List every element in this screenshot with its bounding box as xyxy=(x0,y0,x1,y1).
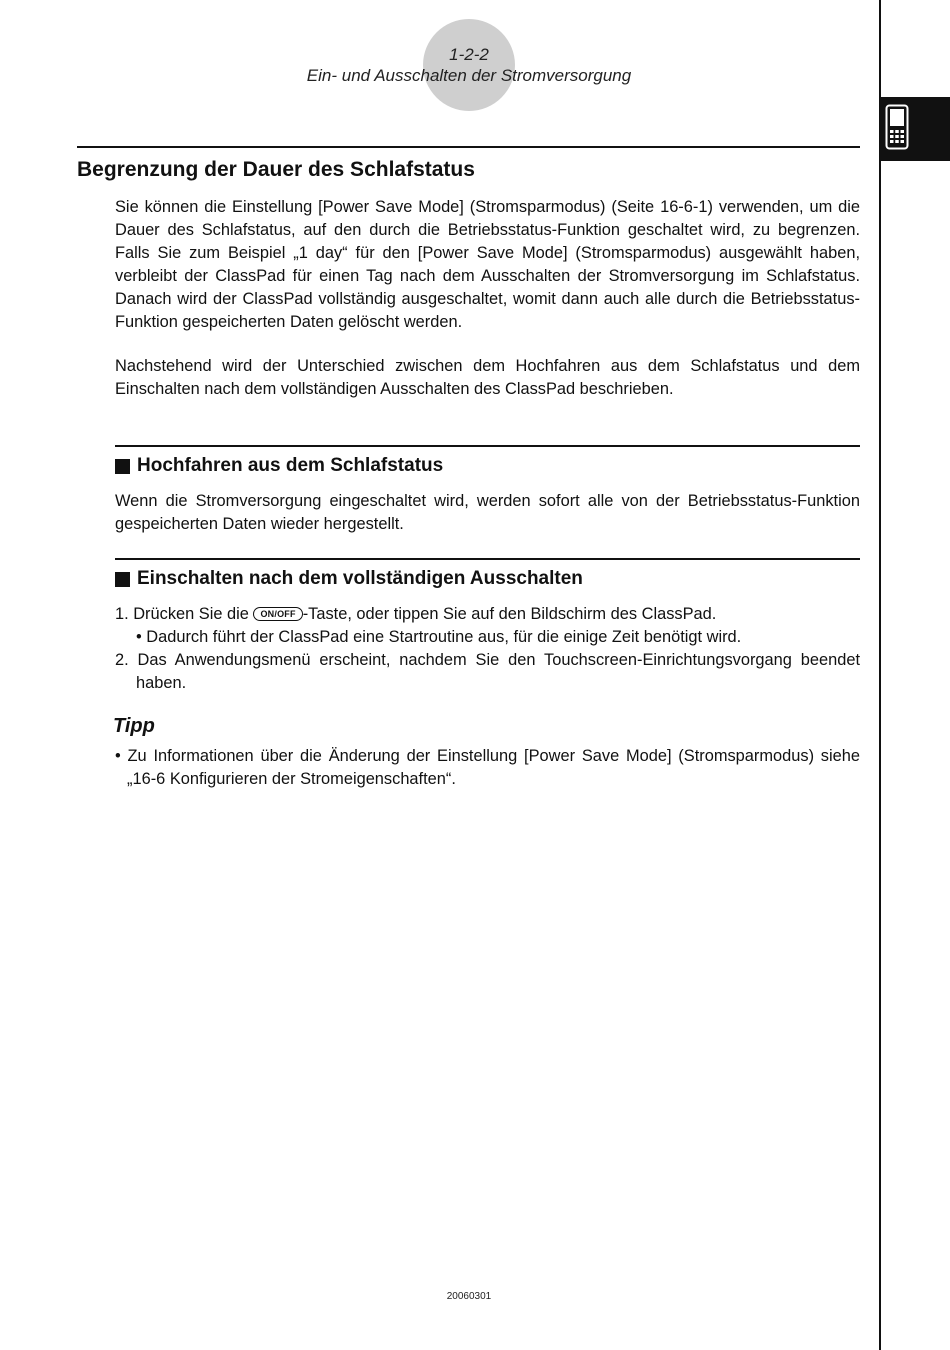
step-1 xyxy=(115,603,860,626)
section-rule xyxy=(77,146,860,148)
page-number: 1-2-2 xyxy=(449,45,489,64)
intro-paragraph: Sie können die Einstellung [Power Save Mode] (Stromsparmodus) (Seite 16-6-1) verwenden, um die Dauer des Schlafstatus, auf den durch die Betriebsstatus-Funktion geschaltet wird, zu begrenzen. Falls Sie zum Beispiel „1 day“ für den [Power Save Mode] (Stromsparmodus) ausgewählt haben, verbleibt der ClassPad für einen Tag nach dem Ausschalten der Stromversorgung im Schlafstatus. Danach wird der ClassPad vollständig ausgeschaltet, womit dann auch alle durch die Betriebsstatus-Funktion gespeicherten Daten gelöscht werden. xyxy=(115,198,860,331)
step-2: 2. Das Anwendungsmenü erscheint, nachdem Sie den Touchscreen-Einrichtungsvorgang beendet haben. xyxy=(115,651,860,692)
margin-rule xyxy=(879,0,881,1350)
subsection-title-wake xyxy=(115,455,443,477)
subsection-title-text: Hochfahren aus dem Schlafstatus xyxy=(137,455,444,476)
wake-paragraph: Wenn die Stromversorgung eingeschaltet wird, werden sofort alle von der Betriebsstatus-Funktion gespeicherten Daten wieder hergestellt. xyxy=(115,492,860,533)
footer-code: 20060301 xyxy=(446,1291,492,1302)
square-bullet-icon xyxy=(115,459,130,474)
section-title: Begrenzung der Dauer des Schlafstatus xyxy=(77,158,475,181)
calculator-icon xyxy=(885,104,909,150)
chapter-subtitle: Ein- und Ausschalten der Stromversorgung xyxy=(306,66,632,85)
step-1-suffix: -Taste, oder tippen Sie auf den Bildschirm des ClassPad. xyxy=(302,605,717,623)
square-bullet-icon xyxy=(115,572,130,587)
step-1-prefix: 1. Drücken Sie die xyxy=(115,605,254,623)
subsection-rule xyxy=(115,558,860,560)
onoff-key-icon: ON/OFF xyxy=(253,607,302,621)
chapter-tab xyxy=(881,97,950,161)
tipp-item: • Zu Informationen über die Änderung der Einstellung [Power Save Mode] (Stromsparmodus) siehe „16-6 Konfigurieren der Stromeigenschaften“. xyxy=(115,747,860,788)
subsection-title-text: Einschalten nach dem vollständigen Ausschalten xyxy=(137,568,583,589)
tipp-title: Tipp xyxy=(113,715,155,737)
subsection-rule xyxy=(115,445,860,447)
difference-paragraph: Nachstehend wird der Unterschied zwischen dem Hochfahren aus dem Schlafstatus und dem Einschalten nach dem vollständigen Ausschalten des ClassPad beschrieben. xyxy=(115,357,860,398)
step-1-note: • Dadurch führt der ClassPad eine Startroutine aus, für die einige Zeit benötigt wird. xyxy=(136,628,742,646)
page-number-circle xyxy=(423,19,515,111)
subsection-title-poweron xyxy=(115,568,583,590)
